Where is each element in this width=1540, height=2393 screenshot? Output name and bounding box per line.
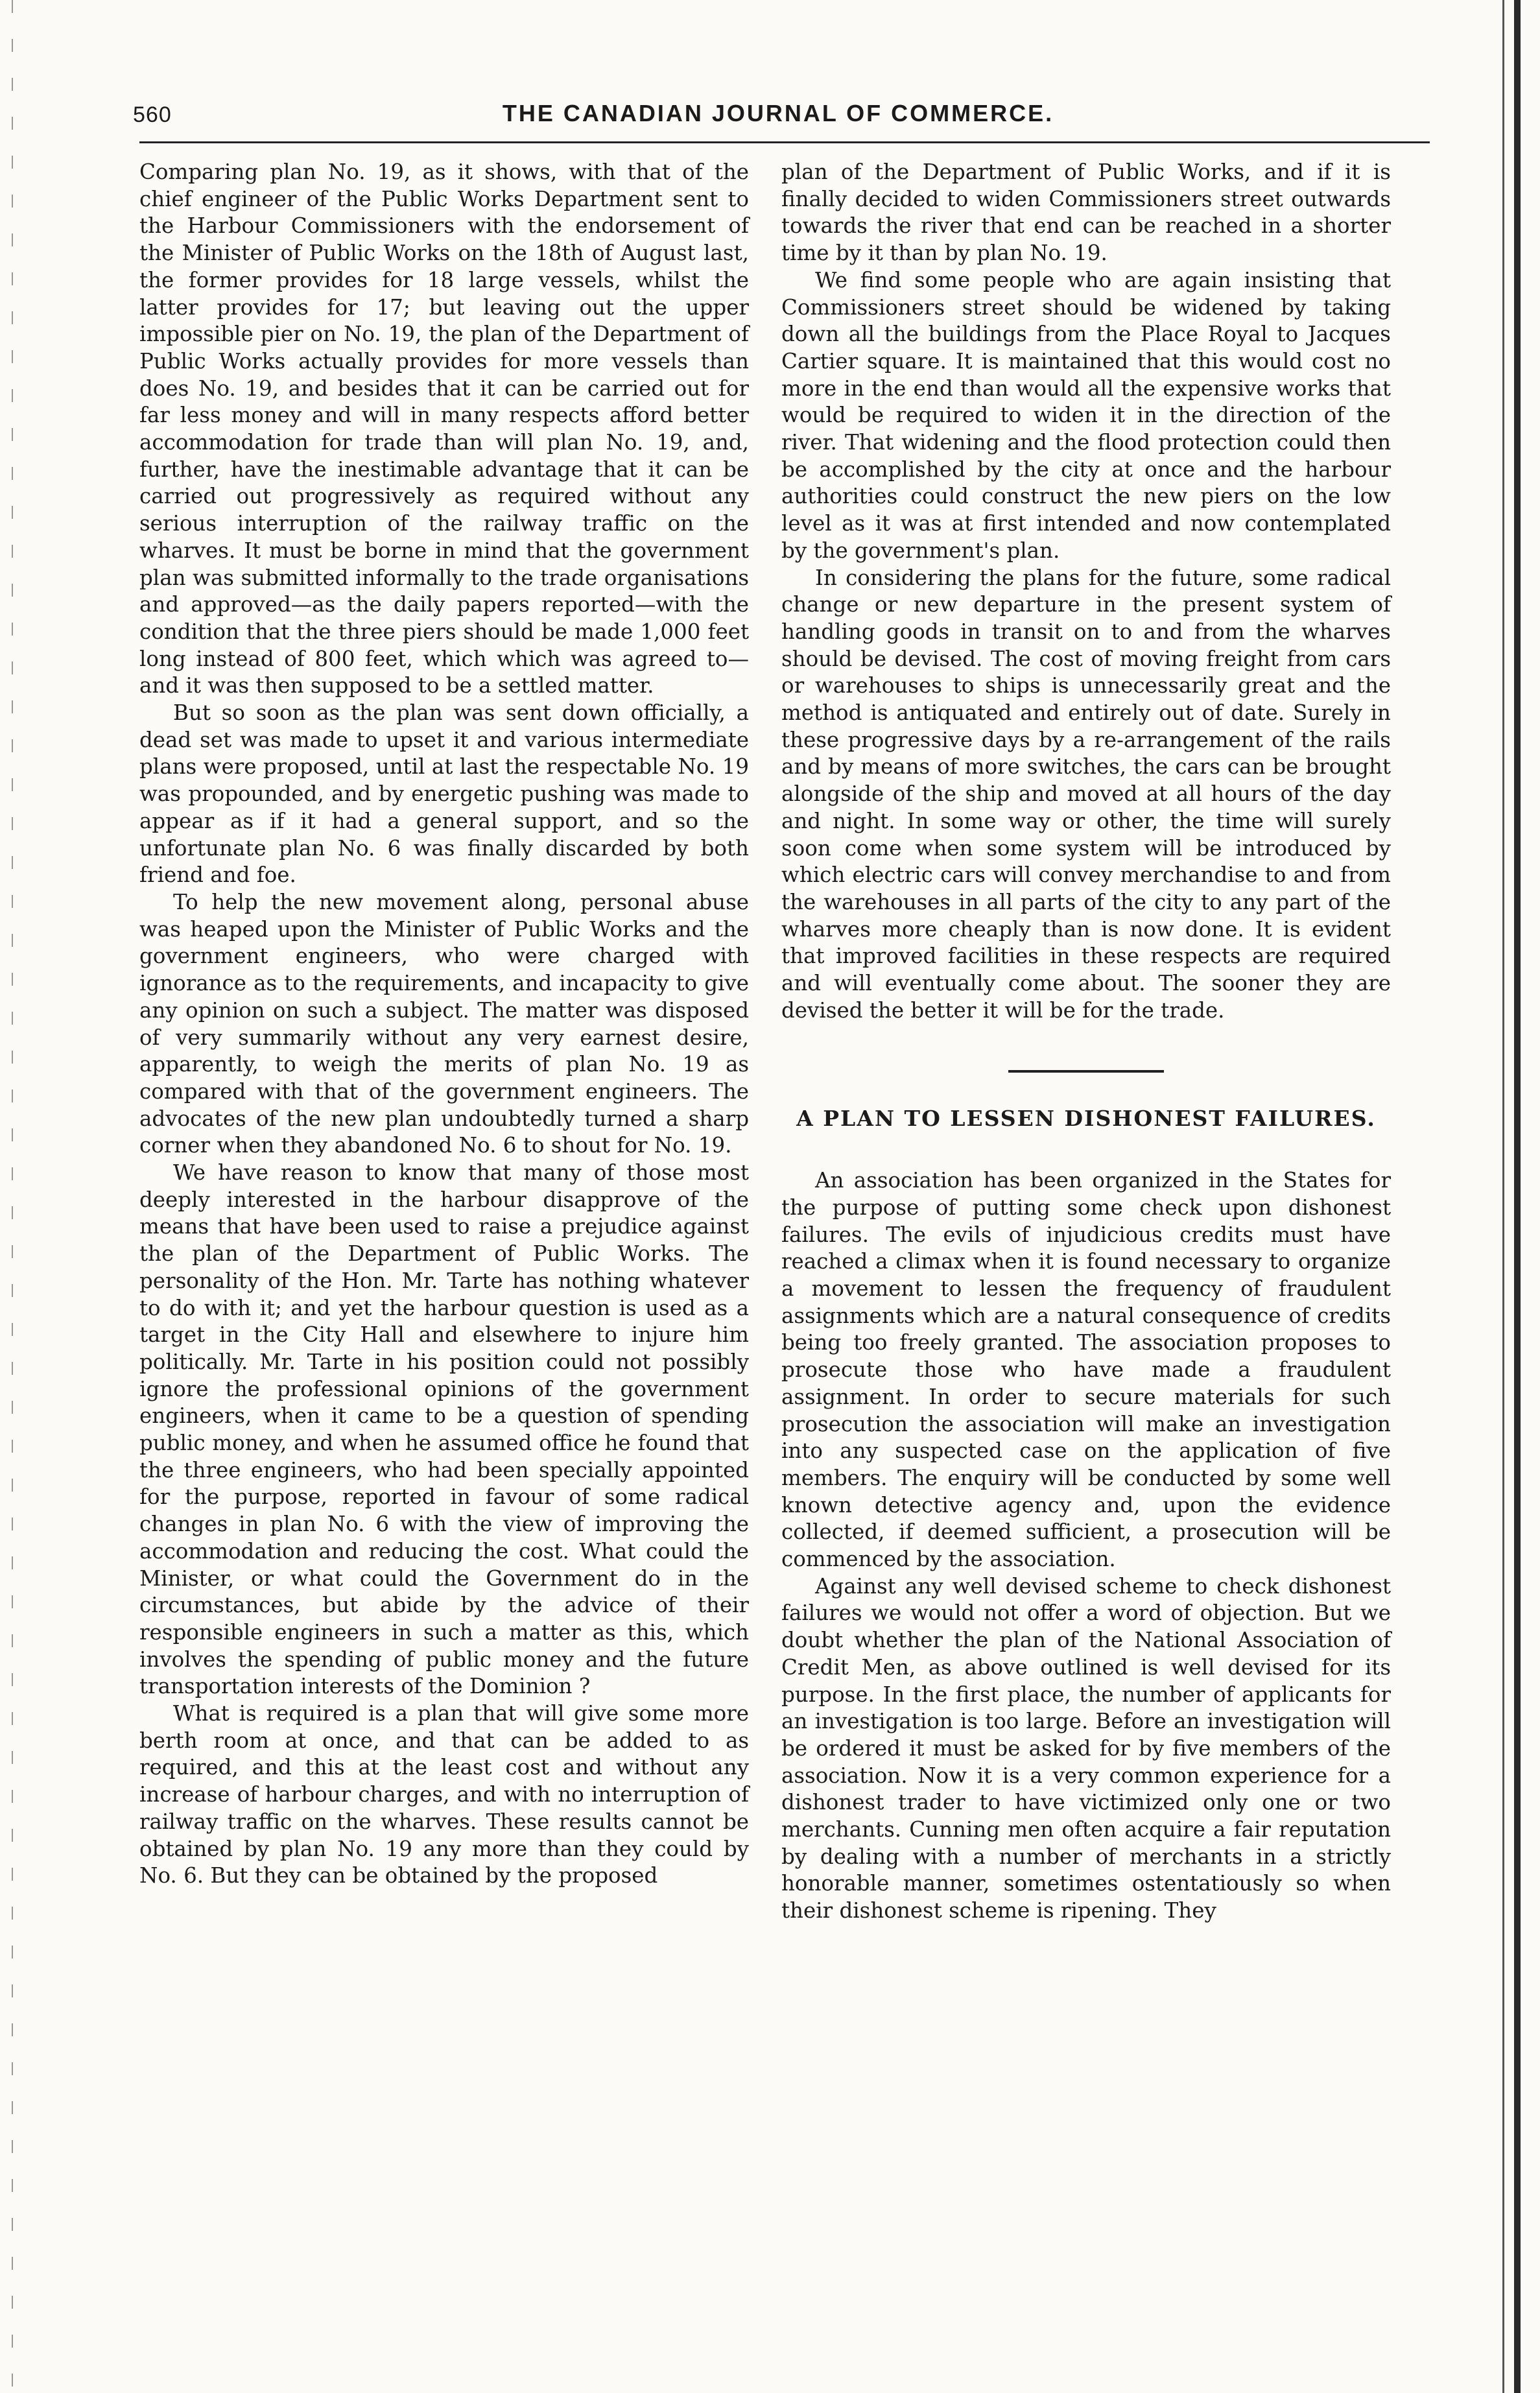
paragraph: We have reason to know that many of those most deeply interested in the harbour disapprove of the means that have been used to raise a prejudice against the plan of the Department of Public Works. The personality of the Hon. Mr. Tarte has nothing whatever to do with it; and yet the harbour question is used as a target in the City Hall and elsewhere to injure him politically. Mr. Tarte in his position could not possibly ignore the professional opinions of the government engineers, when it came to be a question of spending public money, and when he assumed office he found that the three engineers, who had been specially appointed for the purpose, reported in favour of some radical changes in plan No. 6 with the view of improving the accommodation and reducing the cost. What could the Minister, or what could the Government do in the circumstances, but abide by the advice of their responsible engineers in such a matter as this, which involves the spending of public money and the future transportation interests of the Dominion ? — [139, 1160, 749, 1699]
paragraph: An association has been organized in the States for the purpose of putting some check upon dishonest failures. The evils of injudicious credits must have reached a climax when it is found necessary to organize a movement to lessen the frequency of fraudulent assignments which are a natural consequence of credits being too freely granted. The association proposes to prosecute those who have made a fraudulent assignment. In order to secure materials for such prosecution the association will make an investigation into any suspected case on the application of five members. The enquiry will be conducted by some well known detective agency and, upon the evidence collected, if deemed sufficient, a prosecution will be commenced by the association. — [781, 1168, 1391, 1572]
paragraph: Against any well devised scheme to check dishonest failures we would not offer a word of objection. But we doubt whether the plan of the National Association of Credit Men, as above outlined is well devised for its purpose. In the first place, the number of applicants for an investigation is too large. Before an investigation will be ordered it must be asked for by five members of the association. Now it is a very common experience for a dishonest trader to have victimized only one or two merchants. Cunning men often acquire a fair reputation by dealing with a number of merchants in a strictly honorable manner, sometimes ostentatiously so when their dishonest scheme is ripening. They — [781, 1573, 1391, 1923]
running-title: THE CANADIAN JOURNAL OF COMMERCE. — [502, 100, 1054, 126]
section-divider — [1008, 1070, 1164, 1073]
paragraph: Comparing plan No. 19, as it shows, with that of the chief engineer of the Public Works Department sent to the Harbour Commissioners with the endorsement of the Minister of Public Works on the 18th of August last, the former provides for 18 large vessels, whilst the latter provides for 17; but leaving out the upper impossible pier on No. 19, the plan of the Department of Public Works actually provides for more vessels than does No. 19, and besides that it can be carried out for far less money and will in many respects afford better accommodation for trade than will plan No. 19, and, further, have the inestimable advantage that it can be carried out progressively as required without any serious interruption of the railway traffic on the wharves. It must be borne in mind that the government plan was submitted informally to the trade organisations and approved—as the daily papers reported—with the condition that the three piers should be made 1,000 feet long instead of 800 feet, which which was agreed to—and it was then supposed to be a settled matter. — [139, 160, 749, 698]
header-rule — [139, 141, 1430, 143]
page-number: 560 — [133, 102, 172, 127]
paragraph: We find some people who are again insisting that Commissioners street should be widened by taking down all the buildings from the Place Royal to Jacques Cartier square. It is maintained that this would cost no more in the end than would all the expensive works that would be required to widen it in the direction of the river. That widening and the flood protection could then be accomplished by the city at once and the harbour authorities could construct the new piers on the low level as it was at first intended and now contemplated by the government's plan. — [781, 267, 1391, 563]
paragraph: plan of the Department of Public Works, and if it is finally decided to widen Commissioners street outwards towards the river that end can be reached in a shorter time by it than by plan No. 19. — [781, 160, 1391, 266]
paragraph: What is required is a plan that will give some more berth room at once, and that can be added to as required, and this at the least cost and without any increase of harbour charges, and with no interruption of railway traffic on the wharves. These results cannot be obtained by plan No. 19 any more than they could by No. 6. But they can be obtained by the proposed — [139, 1701, 749, 1888]
paragraph: In considering the plans for the future, some radical change or new departure in the present system of handling goods in transit on to and from the wharves should be devised. The cost of moving freight from cars or warehouses to ships is unnecessarily great and the method is antiquated and entirely out of date. Surely in these progressive days by a re-arrangement of the rails and by means of more switches, the cars can be brought alongside of the ship and moved at all hours of the day and night. In some way or other, the time will surely soon come when some system will be introduced by which electric cars will convey merchandise to and from the warehouses in all parts of the city to any part of the wharves more cheaply than is now done. It is evident that improved facilities in these respects are required and will eventually come about. The sooner they are devised the better it will be for the trade. — [781, 565, 1391, 1023]
binding-edge-thin — [1502, 0, 1504, 2393]
paragraph: But so soon as the plan was sent down officially, a dead set was made to upset it and various intermediate plans were proposed, until at last the respectable No. 19 was propounded, and by energetic pushing was made to appear as if it had a general support, and so the unfortunate plan No. 6 was finally discarded by both friend and foe. — [139, 700, 749, 888]
binding-edge — [1514, 0, 1521, 2393]
page-edge-shadow — [12, 0, 13, 2393]
section-heading: A PLAN TO LESSEN DISHONEST FAILURES. — [796, 1105, 1376, 1131]
page-header — [133, 91, 1423, 136]
paragraph: To help the new movement along, personal abuse was heaped upon the Minister of Public Works and the government engineers, who were charged with ignorance as to the requirements, and incapacity to give any opinion on such a subject. The matter was disposed of very summarily without any very earnest desire, apparently, to weigh the merits of plan No. 19 as compared with that of the government engineers. The advocates of the new plan undoubtedly turned a sharp corner when they abandoned No. 6 to shout for No. 19. — [139, 889, 749, 1158]
right-column — [781, 159, 1391, 1925]
left-column — [139, 159, 749, 1890]
